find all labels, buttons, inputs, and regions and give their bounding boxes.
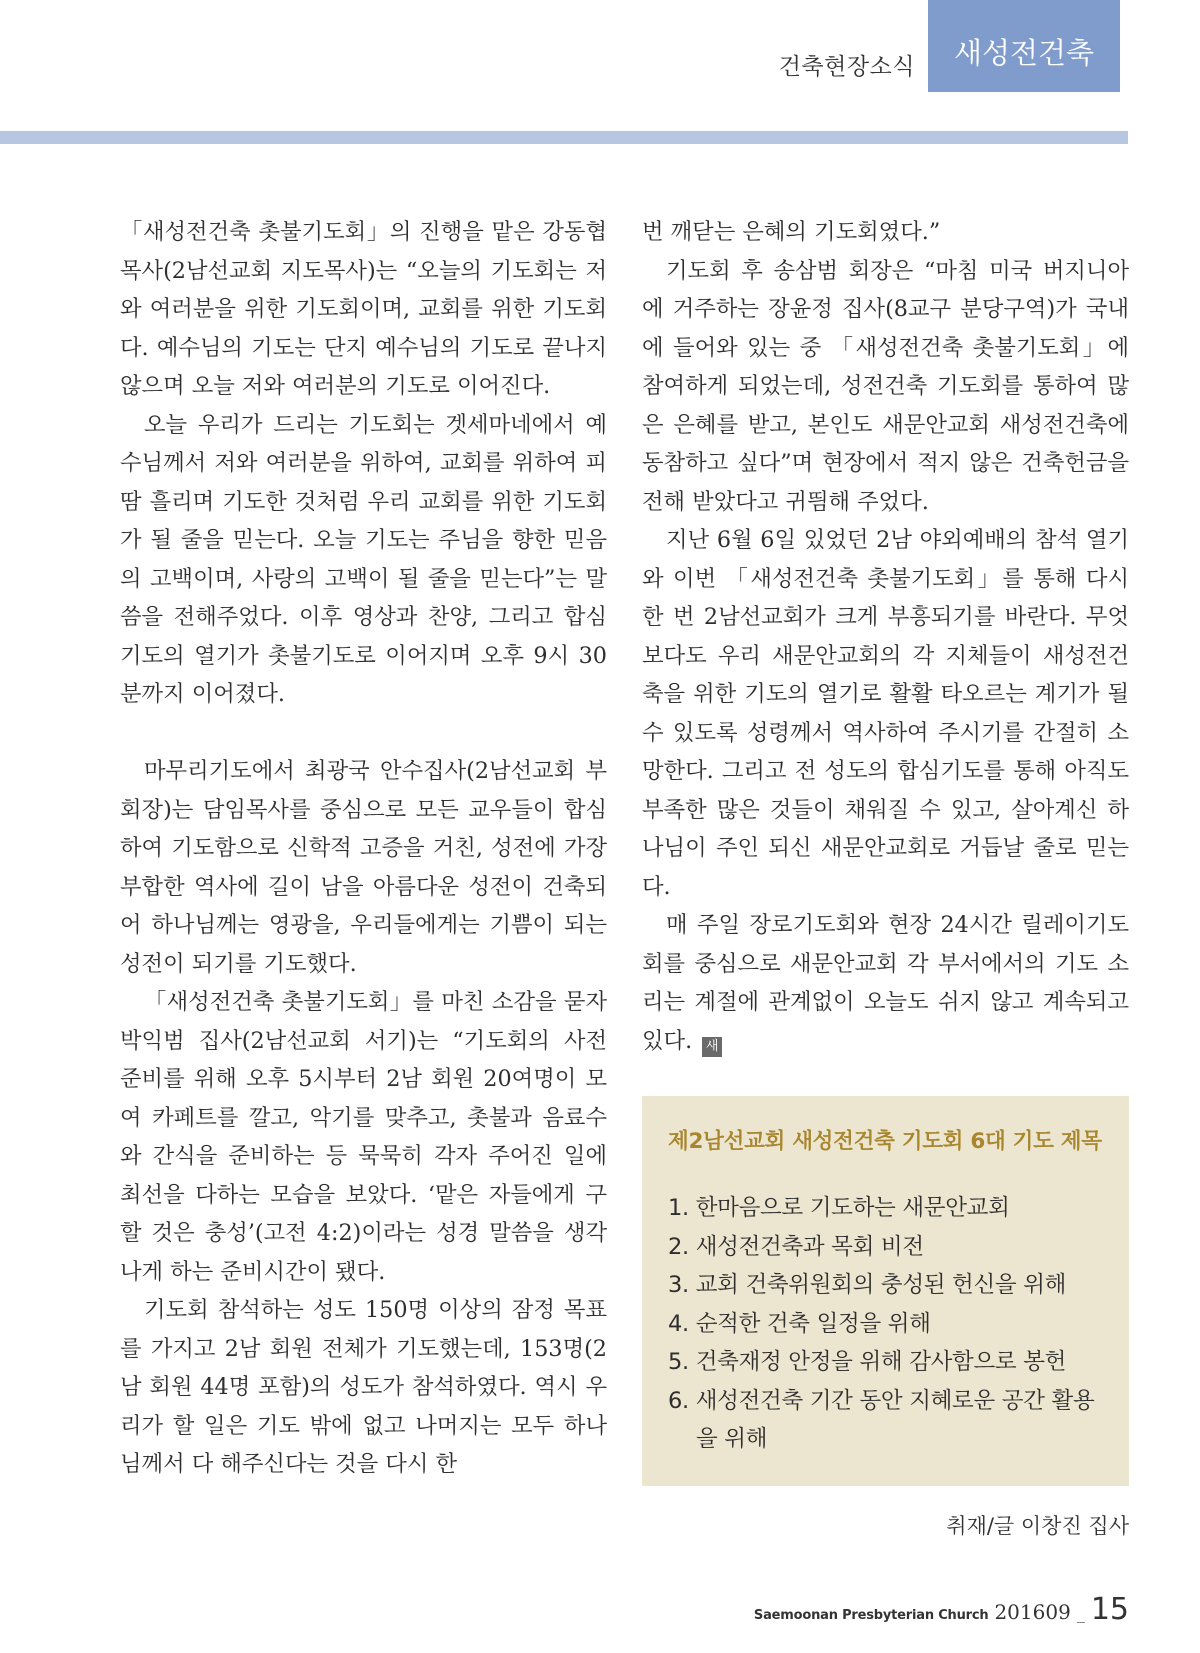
article-paragraph: 지난 6월 6일 있었던 2남 야외예배의 참석 열기와 이번 「새성전건축 촛불기도회」를 통해 다시 한 번 2남선교회가 크게 부흥되기를 바란다. 무엇보다도 우리 새문안교회의 각 지체들이 새성전건축을 위한 기도의 열기로 활활 타오르는 계기가 될 수 있도록 성령께서 역사하여 주시기를 간절히 소망한다. 그리고 전 성도의 합심기도를 통해 아직도 부족한 많은 것들이 채워질 수 있고, 살아계신 하나님이 주인 되신 새문안교회로 거듭날 줄로 믿는다.: [642, 527, 1129, 900]
article-paragraph: 「새성전건축 촛불기도회」의 진행을 맡은 강동협 목사(2남선교회 지도목사)는 “오늘의 기도회는 저와 여러분을 위한 기도회이며, 교회를 위한 기도회다. 예수님의 기도는 단지 예수님의 기도로 끝나지 않으며 오늘 저와 여러분의 기도로 이어진다.: [120, 219, 607, 399]
article-paragraph-last: [642, 906, 1129, 1060]
article-paragraph: 번 깨닫는 은혜의 기도회였다.”: [642, 219, 941, 245]
prayer-item: 3. 교회 건축위원회의 충성된 헌신을 위해: [668, 1272, 1067, 1298]
footer-church-name: Saemoonan Presbyterian Church: [753, 1608, 989, 1623]
byline: 취재/글 이창진 집사: [946, 1514, 1129, 1538]
prayer-item: 5. 건축재정 안정을 위해 감사함으로 봉헌: [668, 1349, 1067, 1375]
prayer-box-title: 제2남선교회 새성전건축 기도회 6대 기도 제목: [668, 1129, 1102, 1154]
page-footer: [754, 1592, 1129, 1627]
article-paragraph: 마무리기도에서 최광국 안수집사(2남선교회 부회장)는 담임목사를 중심으로 모든 교우들이 합심하여 기도함으로 신학적 고증을 거친, 성전에 가장 부합한 역사에 길이 남을 아름다운 성전이 건축되어 하나님께는 영광을, 우리들에게는 기쁨이 되는 성전이 되기를 기도했다.: [120, 758, 607, 977]
article-column-right: [642, 213, 1129, 1060]
article-paragraph: 오늘 우리가 드리는 기도회는 겟세마네에서 예수님께서 저와 여러분을 위하여, 교회를 위하여 피땀 흘리며 기도한 것처럼 우리 교회를 위한 기도회가 될 줄을 믿는다. 오늘 기도는 주님을 향한 믿음의 고백이며, 사랑의 고백이 될 줄을 믿는다”는 말씀을 전해주었다. 이후 영상과 찬양, 그리고 합심기도의 열기가 촛불기도로 이어지며 오후 9시 30분까지 이어졌다.: [120, 411, 607, 707]
footer-separator: _: [1076, 1604, 1085, 1623]
end-mark-icon: 새: [702, 1037, 722, 1057]
prayer-item: 6. 새성전건축 기간 동안 지혜로운 공간 활용을 위해: [668, 1387, 1095, 1452]
header-rule: [0, 131, 1128, 144]
article-paragraph: 「새성전건축 촛불기도회」를 마친 소감을 묻자 박익범 집사(2남선교회 서기)는 “기도회의 사전 준비를 위해 오후 5시부터 2남 회원 20여명이 모여 카페트를 깔고, 악기를 맞추고, 촛불과 음료수와 간식을 준비하는 등 묵묵히 각자 주어진 일에 최선을 다하는 모습을 보았다. ‘맡은 자들에게 구할 것은 충성’(고전 4:2)이라는 성경 말씀을 생각나게 하는 준비시간이 됐다.: [120, 989, 607, 1285]
prayer-topics-box: [642, 1096, 1129, 1486]
section-title: 건축현장소식: [778, 54, 915, 80]
prayer-item: 4. 순적한 건축 일정을 위해: [668, 1310, 931, 1337]
footer-issue: 201609: [994, 1600, 1071, 1624]
article-paragraph: 기도회 참석하는 성도 150명 이상의 잠정 목표를 가지고 2남 회원 전체가 기도했는데, 153명(2남 회원 44명 포함)의 성도가 참석하였다. 역시 우리가 할 일은 기도 밖에 없고 나머지는 모두 하나님께서 다 해주신다는 것을 다시 한: [120, 1297, 607, 1477]
article-paragraph-text: 매 주일 장로기도회와 현장 24시간 릴레이기도회를 중심으로 새문안교회 각 부서에서의 기도 소리는 계절에 관계없이 오늘도 쉬지 않고 계속되고 있다.: [642, 912, 1129, 1054]
prayer-item: 2. 새성전건축과 목회 비전: [668, 1233, 924, 1260]
article-column-left: [120, 213, 607, 1484]
article-paragraph: 기도회 후 송삼범 회장은 “마침 미국 버지니아에 거주하는 장윤정 집사(8교구 분당구역)가 국내에 들어와 있는 중 「새성전건축 촛불기도회」에 참여하게 되었는데, 성전건축 기도회를 통하여 많은 은혜를 받고, 본인도 새문안교회 새성전건축에 동참하고 싶다”며 현장에서 적지 않은 건축헌금을 전해 받았다고 귀띔해 주었다.: [642, 257, 1129, 515]
section-tab: 새성전건축: [928, 0, 1120, 92]
page-number: 15: [1090, 1592, 1129, 1627]
prayer-list: [668, 1189, 1105, 1459]
prayer-item: 1. 한마음으로 기도하는 새문안교회: [668, 1195, 1010, 1221]
